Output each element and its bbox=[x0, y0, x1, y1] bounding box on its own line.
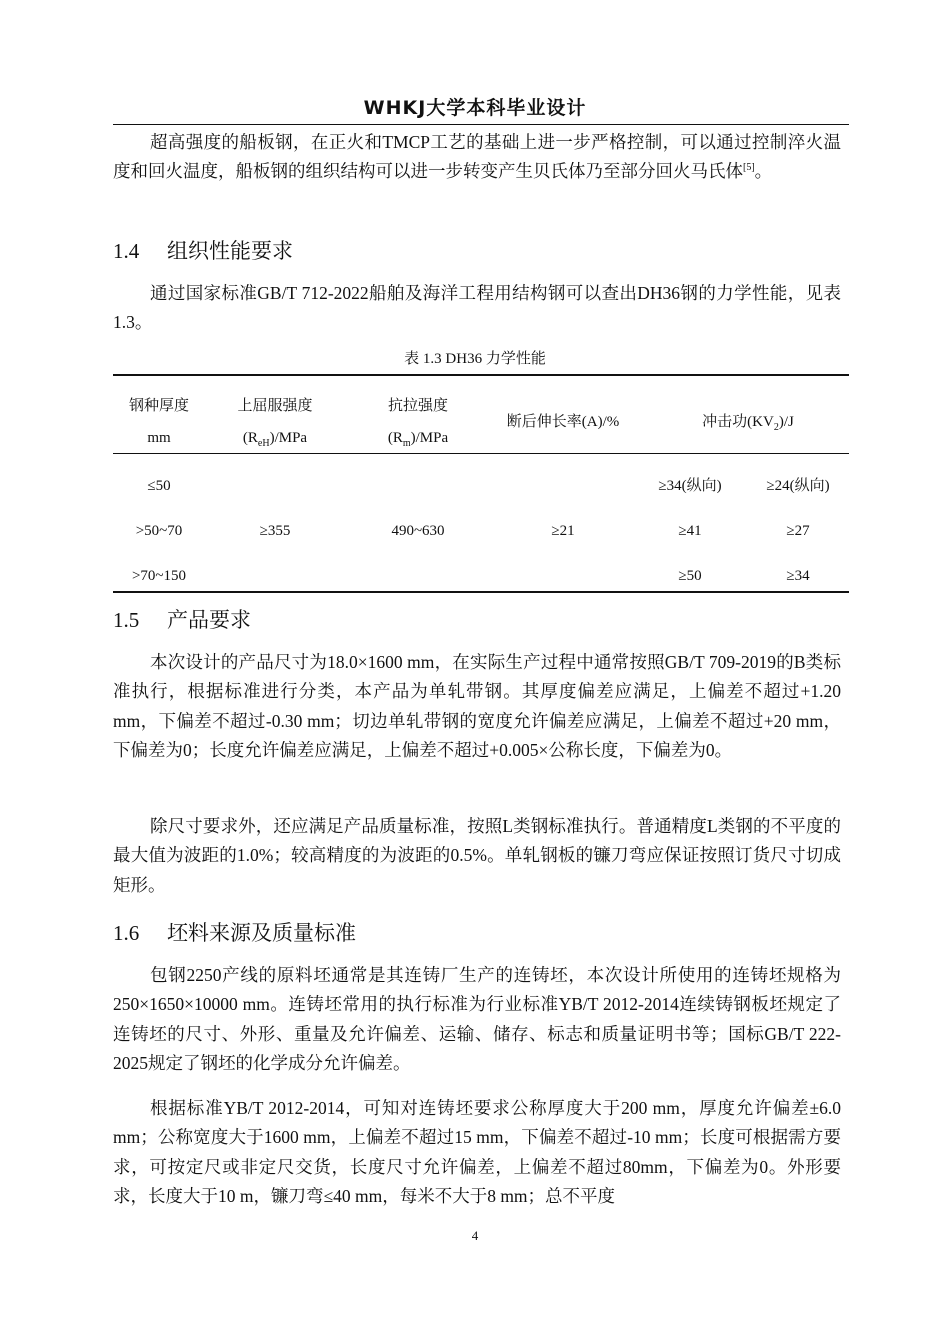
row-2-impact-1: ≥41 bbox=[678, 523, 702, 539]
merged-yield: ≥355 bbox=[259, 523, 291, 539]
intro-paragraph bbox=[113, 128, 841, 187]
table-top-rule bbox=[113, 374, 849, 376]
citation: [5] bbox=[743, 162, 755, 174]
section-title: 产品要求 bbox=[167, 608, 251, 632]
row-2-thickness: >50~70 bbox=[135, 523, 183, 539]
section-heading-1-6 bbox=[113, 918, 356, 948]
row-2-impact-2: ≥27 bbox=[786, 523, 810, 539]
header-impact: 冲击功$(KV_2)/J$ bbox=[702, 414, 794, 433]
properties-table bbox=[113, 372, 849, 594]
section-title: 坯料来源及质量标准 bbox=[167, 921, 356, 945]
section-title: 组织性能要求 bbox=[167, 239, 293, 263]
row-1-impact-1: ≥34(纵向) bbox=[658, 478, 722, 494]
section-1-5-paragraph-2: 除尺寸要求外，还应满足产品质量标准，按照L类钢标准执行。普通精度L类钢的不平度的最大值为波距的1.0%；较高精度的为波距的0.5%。单轧钢板的镰刀弯应保证按照订货尺寸切成矩形。 bbox=[113, 816, 841, 895]
intro-end: 。 bbox=[754, 161, 773, 182]
section-1-6-paragraph-1: 包钢2250产线的原料坯通常是其连铸厂生产的连铸坯，本次设计所使用的连铸坯规格为250×1650×10000 mm。连铸坯常用的执行标准为行业标准YB/T 2012-2014连续铸钢板坯规定了连铸坯的尺寸、外形、重量及允许偏差、运输、储存、标志和质量证明书等；国标GB/T 222-2025规定了钢坯的化学成分允许偏差。 bbox=[113, 965, 841, 1073]
merged-elongation: ≥21 bbox=[551, 523, 575, 539]
section-1-5-paragraph-1: 本次设计的产品尺寸为18.0×1600 mm，在实际生产过程中通常按照GB/T 709-2019的B类标准执行，根据标准进行分类，本产品为单轧带钢。其厚度偏差应满足，上偏差不超过+1.20 mm，下偏差不超过-0.30 mm；切边单轧带钢的宽度允许偏差应满足，上偏差不超过+20 mm，下偏差为0；长度允许偏差应满足，上偏差不超过+0.005×公称长度，下偏差为0。 bbox=[113, 652, 841, 760]
header-elongation: 断后伸长率(A)/% bbox=[506, 414, 620, 430]
row-1-impact-2: ≥24(纵向) bbox=[766, 478, 830, 494]
section-1-6-paragraph-2: 根据标准YB/T 2012-2014，可知对连铸坯要求公称厚度大于200 mm，厚度允许偏差±6.0 mm；公称宽度大于1600 mm，上偏差不超过15 mm，下偏差不超过-10 mm；长度可根据需方要求，可按定尺或非定尺交货，长度尺寸允许偏差，上偏差不超过80mm，下偏差为0。外形要求，长度大于10 m，镰刀弯≤40 mm，每米不大于8 mm；总不平度 bbox=[113, 1098, 841, 1206]
header-tensile: 抗拉强度 $(R_m)$/MPa bbox=[387, 398, 449, 449]
section-heading-1-4 bbox=[113, 236, 293, 266]
merged-tensile: 490~630 bbox=[391, 523, 445, 539]
row-3-impact-1: ≥50 bbox=[678, 568, 702, 584]
header-yield: 上屈服强度 $(R_{eH})$/MPa bbox=[237, 398, 313, 449]
section-number: 1.5 bbox=[113, 608, 140, 632]
table-caption: 表 1.3 DH36 力学性能 bbox=[404, 351, 546, 367]
header-rule bbox=[113, 124, 849, 125]
intro-text: 超高强度的船板钢，在正火和TMCP工艺的基础上进一步严格控制，可以通过控制淬火温度和回火温度，船板钢的组织结构可以进一步转变产生贝氏体乃至部分回火马氏体 bbox=[113, 132, 841, 182]
header-thickness: 钢种厚度 mm bbox=[128, 398, 189, 446]
row-1-thickness: ≤50 bbox=[147, 478, 171, 494]
page-number: 4 bbox=[471, 1228, 479, 1243]
table-bottom-rule bbox=[113, 591, 849, 593]
section-1-4-paragraph: 通过国家标准GB/T 712-2022船舶及海洋工程用结构钢可以查出DH36钢的力学性能，见表1.3。 bbox=[113, 283, 841, 333]
row-3-thickness: >70~150 bbox=[131, 568, 187, 584]
section-number: 1.6 bbox=[113, 921, 140, 945]
row-3-impact-2: ≥34 bbox=[786, 568, 810, 584]
section-number: 1.4 bbox=[113, 239, 140, 263]
section-heading-1-5 bbox=[113, 605, 251, 635]
header-title: WHKJ大学本科毕业设计 bbox=[363, 97, 587, 119]
